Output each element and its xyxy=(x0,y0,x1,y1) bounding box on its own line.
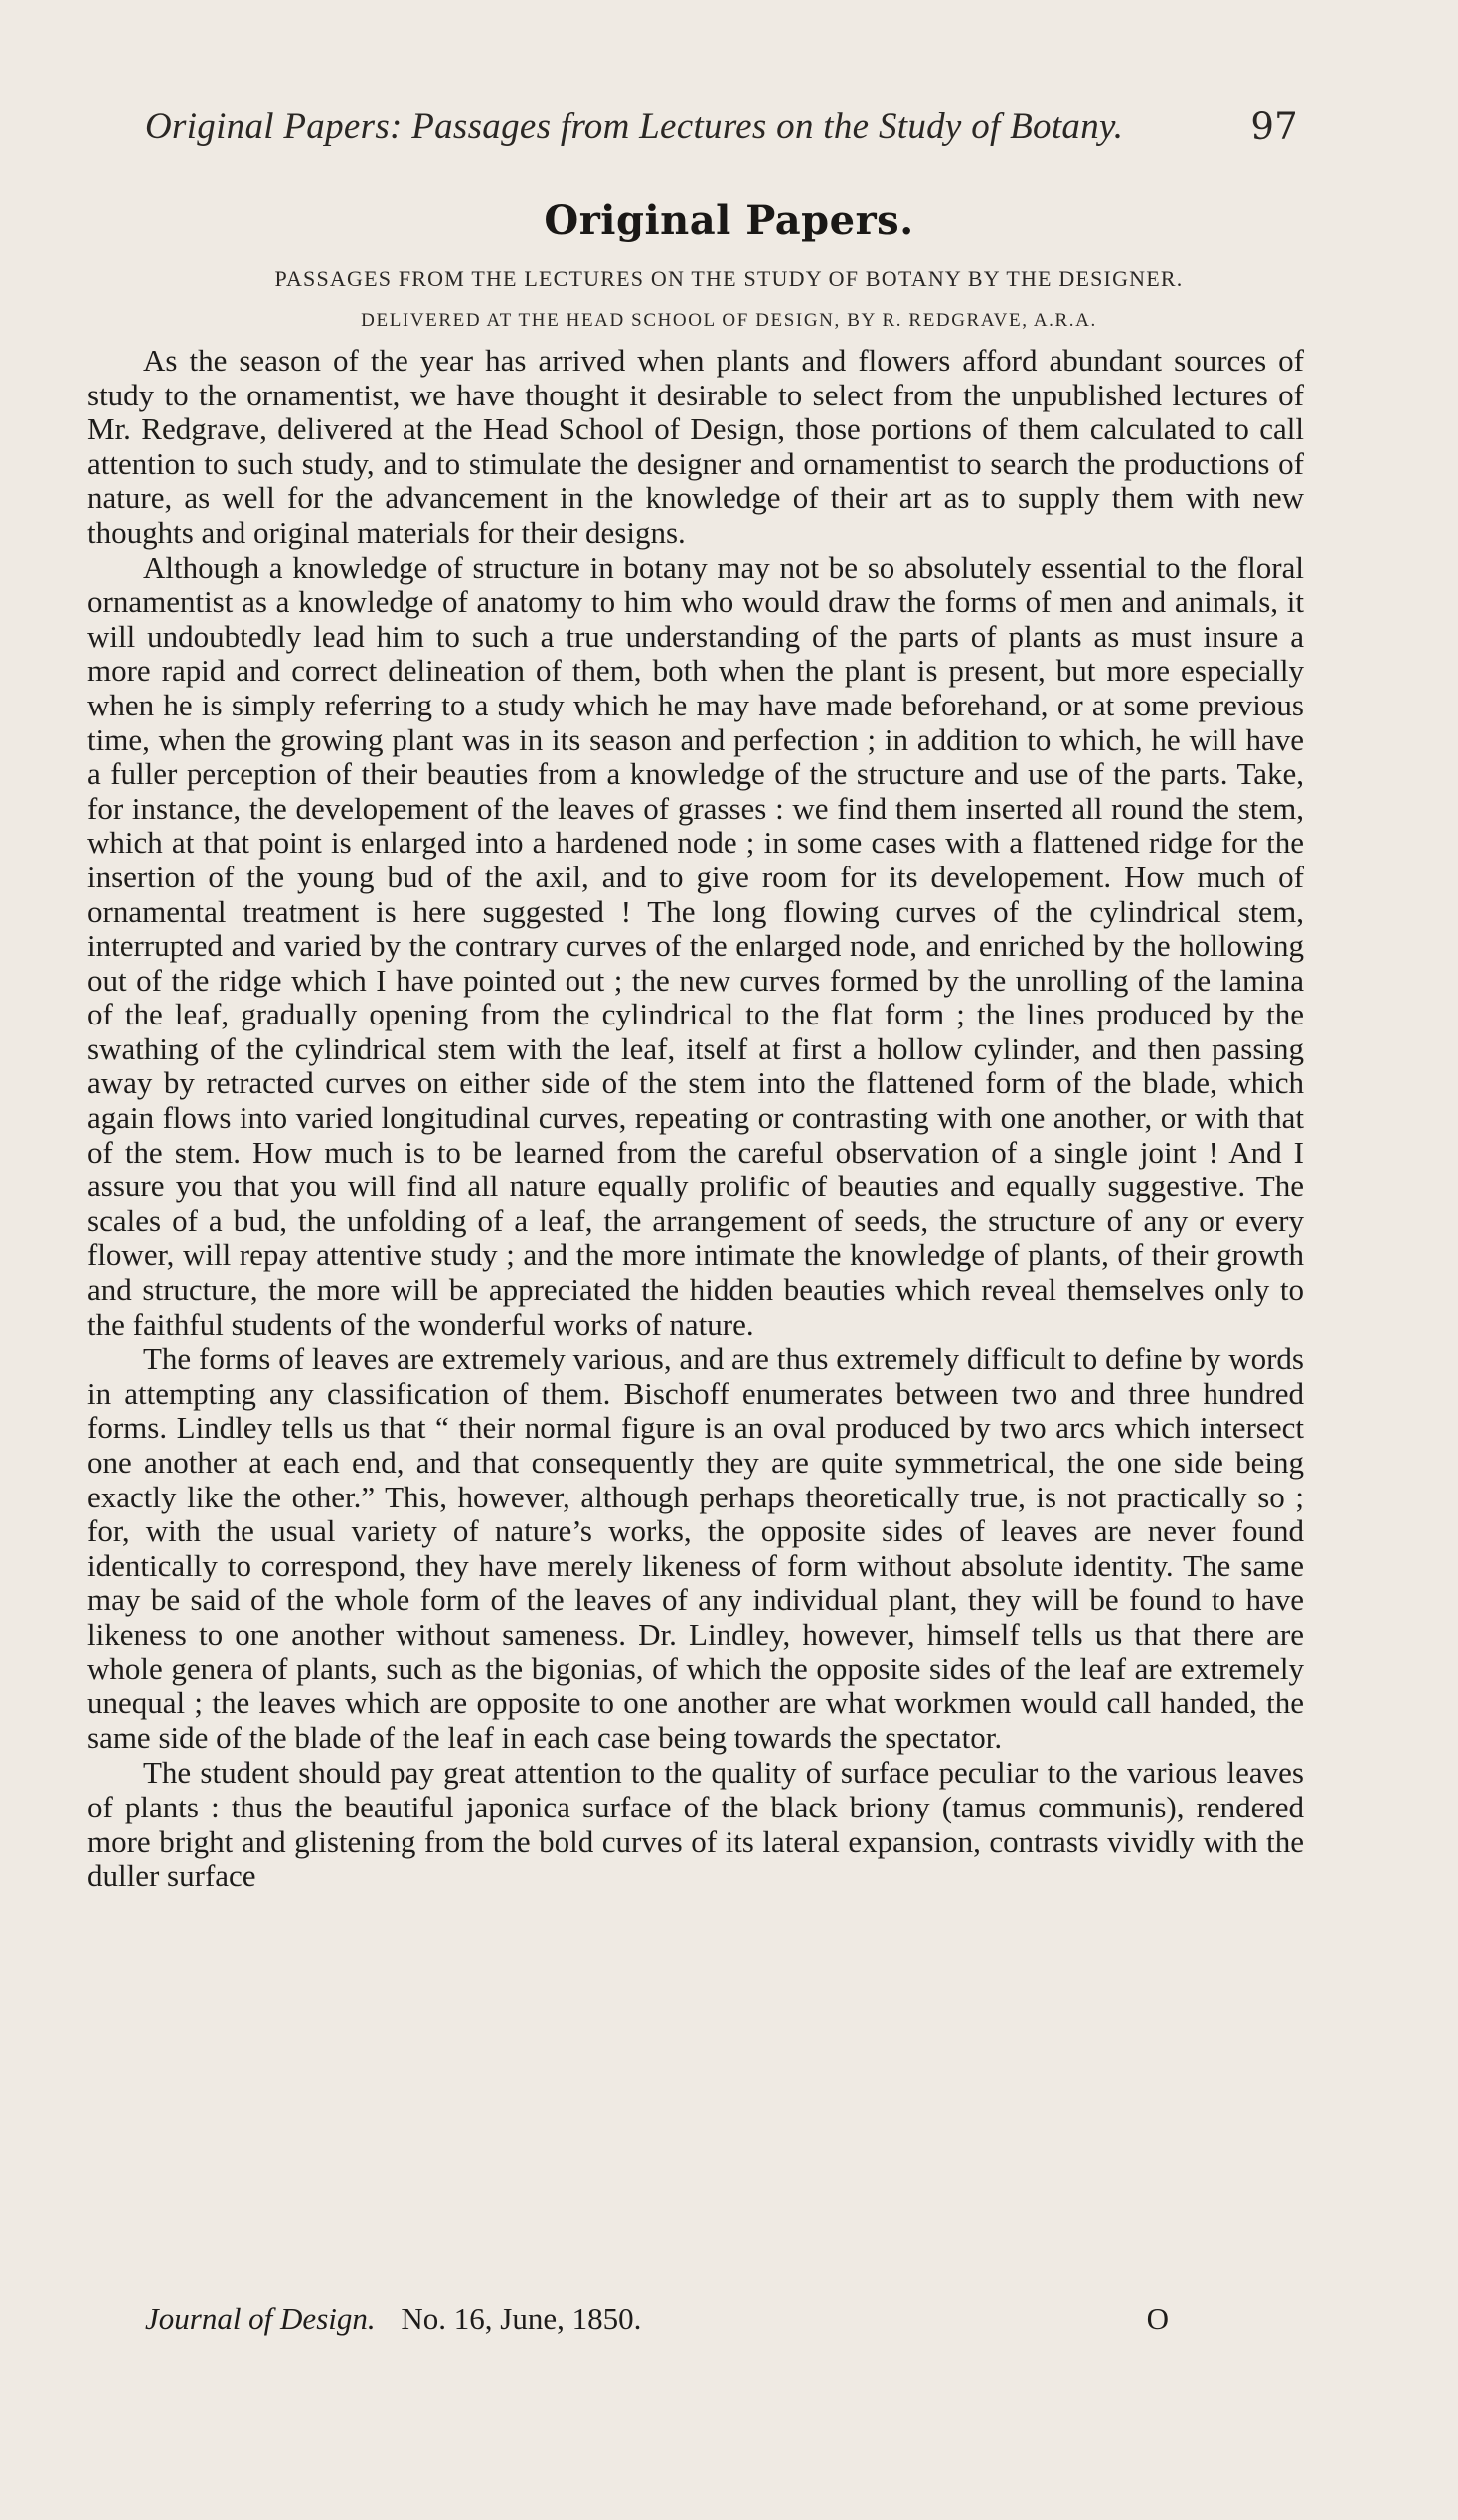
signature-mark: O xyxy=(1146,2301,1169,2336)
paragraph-3: The forms of leaves are extremely various, and are thus extremely difficult to define by words in attempting any classification of them. Bischoff enumerates between two and three hundred forms. Lindley tells us that “ their normal figure is an oval produced by two arcs which intersect one another at each end, and that consequently they are quite symmetrical, the one side being exactly like the other.” This, however, although perhaps theoretically true, is not practically so ; for, with the usual variety of nature’s works, the opposite sides of leaves are never found identically to correspond, they have merely likeness of form without absolute identity. The same may be said of the whole form of the leaves of any individual plant, they will be found to have likeness to one another without sameness. Dr. Lindley, however, himself tells us that there are whole genera of plants, such as the bigonias, of which the opposite sides of the leaf are extremely unequal ; the leaves which are opposite to one another are what workmen would call handed, the same side of the blade of the leaf in each case being towards the spectator. xyxy=(87,1341,1304,1755)
paragraph-2: Although a knowledge of structure in botany may not be so absolutely essential to the floral ornamentist as a knowledge of anatomy to him who would draw the forms of men and animals, it will undoubtedly lead him to such a true understanding of the parts of plants as must insure a more rapid and correct delineation of them, both when the plant is present, but more especially when he is simply referring to a study which he may have made beforehand, or at some previous time, when the growing plant was in its season and perfection ; in addition to which, he will have a fuller perception of their beauties from a knowledge of the structure and use of the parts. Take, for instance, the developement of the leaves of grasses : we find them inserted all round the stem, which at that point is enlarged into a hardened node ; in some cases with a flattened ridge for the insertion of the young bud of the axil, and to give room for its developement. How much of ornamental treatment is here suggested ! The long flowing curves of the cylindrical stem, interrupted and varied by the contrary curves of the enlarged node, and enriched by the hollowing out of the ridge which I have pointed out ; the new curves formed by the unrolling of the lamina of the leaf, gradually opening from the cylindrical to the flat form ; the lines produced by the swathing of the cylindrical stem with the leaf, itself at first a hollow cylinder, and then passing away by retracted curves on either side of the stem into the flattened form of the blade, which again flows into varied longitudinal curves, repeating or contrasting with one another, or with that of the stem. How much is to be learned from the careful observation of a single joint ! And I assure you that you will find all nature equally prolific of beauties and equally suggestive. The scales of a bud, the unfolding of a leaf, the arrangement of seeds, the structure of any or every flower, will repay attentive study ; and the more intimate the knowledge of plants, of their growth and structure, the more will be appreciated the hidden beauties which reveal themselves only to the faithful students of the wonderful works of nature. xyxy=(87,550,1304,1341)
paragraph-1: As the season of the year has arrived when plants and flowers afford abundant sources of study to the ornamentist, we have thought it desirable to select from the unpublished lectures of Mr. Redgrave, delivered at the Head School of Design, those portions of them calculated to call attention to such study, and to stimulate the designer and ornamentist to search the productions of nature, as well for the advancement in the knowledge of their art as to supply them with new thoughts and original materials for their designs. xyxy=(87,343,1304,550)
page-number: 97 xyxy=(1250,105,1298,148)
issue-info: No. 16, June, 1850. xyxy=(401,2301,642,2336)
section-title: Original Papers. xyxy=(544,197,914,243)
article-body xyxy=(87,344,1304,1894)
journal-name: Journal of Design. xyxy=(145,2301,376,2336)
article-subtitle: PASSAGES FROM THE LECTURES ON THE STUDY OF BOTANY BY THE DESIGNER. xyxy=(274,266,1184,291)
running-head xyxy=(145,105,1298,148)
paragraph-4: The student should pay great attention to the quality of surface peculiar to the various leaves of plants : thus the beautiful japonica surface of the black briony (tamus communis), rendered more bright and glistening from the bold curves of its lateral expansion, contrasts vividly with the duller surface xyxy=(87,1755,1304,1894)
running-head-title: Original Papers: Passages from Lectures on the Study of Botany. xyxy=(145,106,1124,147)
page-footer xyxy=(145,2301,1169,2337)
article-byline: DELIVERED AT THE HEAD SCHOOL OF DESIGN, BY R. REDGRAVE, A.R.A. xyxy=(361,310,1097,331)
